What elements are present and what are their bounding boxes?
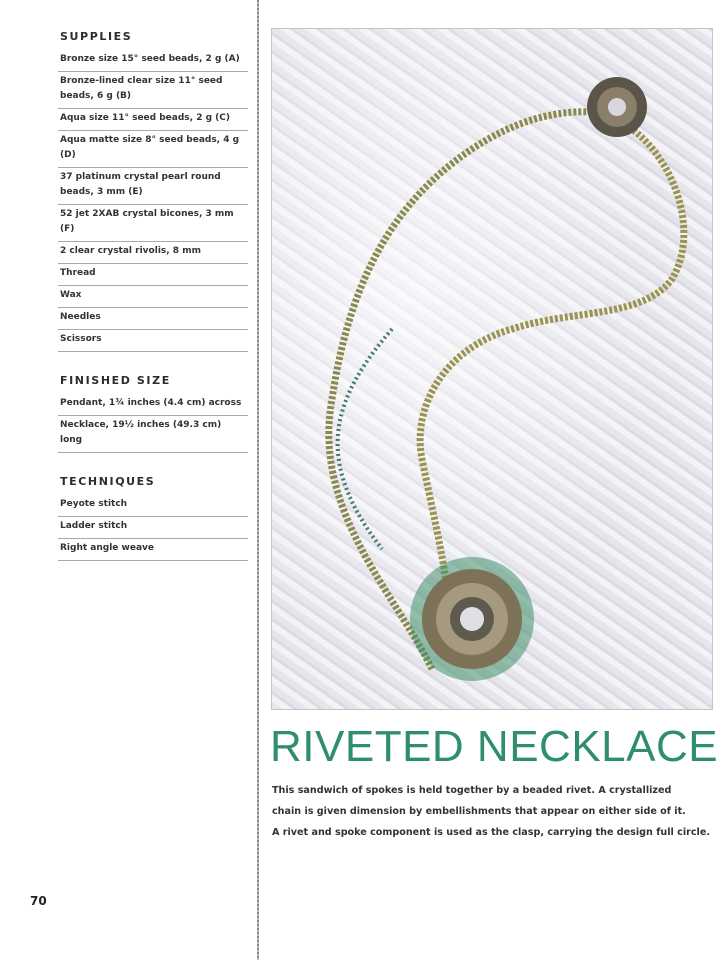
- page-divider-line: [257, 0, 259, 960]
- necklace-chain-right: [420, 119, 684, 589]
- technique-item: Right angle weave: [58, 539, 248, 561]
- materials-sidebar: [58, 30, 248, 583]
- clasp-flower: [587, 77, 647, 137]
- project-description: [272, 780, 712, 843]
- description-line: This sandwich of spokes is held together by a beaded rivet. A crystallized: [272, 785, 672, 796]
- finished-size-heading: FINISHED SIZE: [60, 374, 171, 387]
- supply-item: Wax: [58, 286, 248, 308]
- technique-item: Ladder stitch: [58, 517, 248, 539]
- description-line: chain is given dimension by embellishments that appear on either side of it.: [272, 806, 686, 817]
- finished-size-item: Pendant, 1¾ inches (4.4 cm) across: [58, 394, 248, 416]
- supply-item: Aqua size 11° seed beads, 2 g (C): [58, 109, 248, 131]
- pendant-flower: [410, 557, 534, 681]
- supply-item: Bronze-lined clear size 11° seed beads, 6 g (B): [58, 72, 248, 109]
- finished-size-section: [58, 374, 248, 453]
- supply-item: 37 platinum crystal pearl round beads, 3 mm (E): [58, 168, 248, 205]
- description-line: A rivet and spoke component is used as the clasp, carrying the design full circle.: [272, 827, 710, 838]
- supply-item: 52 jet 2XAB crystal bicones, 3 mm (F): [58, 205, 248, 242]
- supply-item: Needles: [58, 308, 248, 330]
- techniques-heading: TECHNIQUES: [60, 475, 156, 488]
- supply-item: Scissors: [58, 330, 248, 352]
- supplies-heading: SUPPLIES: [60, 30, 133, 43]
- necklace-photo: [271, 28, 713, 710]
- supplies-section: [58, 30, 248, 352]
- supply-item: Aqua matte size 8° seed beads, 4 g (D): [58, 131, 248, 168]
- necklace-illustration: [272, 29, 712, 709]
- finished-size-item: Necklace, 19½ inches (49.3 cm) long: [58, 416, 248, 453]
- technique-item: Peyote stitch: [58, 495, 248, 517]
- supply-item: 2 clear crystal rivolis, 8 mm: [58, 242, 248, 264]
- supply-item: Bronze size 15° seed beads, 2 g (A): [58, 50, 248, 72]
- project-title: RIVETED NECKLACE: [270, 722, 719, 771]
- techniques-section: [58, 475, 248, 561]
- page-number: 70: [30, 894, 47, 908]
- supply-item: Thread: [58, 264, 248, 286]
